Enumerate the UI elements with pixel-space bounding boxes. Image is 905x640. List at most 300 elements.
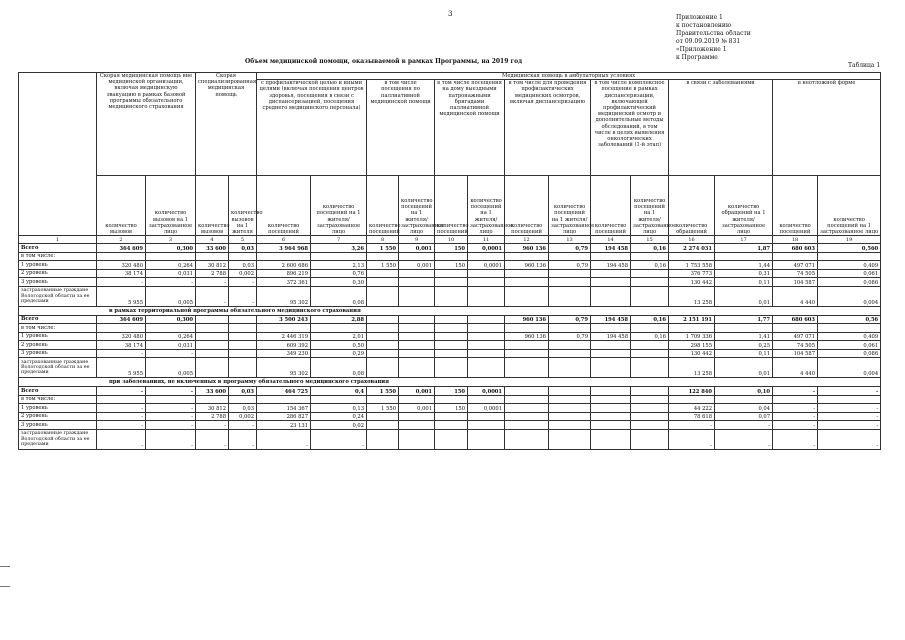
- data-cell: [505, 429, 549, 449]
- data-cell: 2,01: [311, 332, 367, 341]
- table-row: [19, 429, 881, 449]
- column-number: 15: [631, 236, 669, 244]
- data-cell: 960 136: [505, 332, 549, 341]
- data-cell: [549, 278, 591, 287]
- data-cell: 194 458: [591, 244, 631, 253]
- data-cell: [505, 252, 549, 261]
- data-cell: 95 302: [257, 286, 311, 306]
- data-cell: 497 071: [773, 332, 818, 341]
- data-cell: 38 174: [97, 341, 146, 350]
- subheader-cell: количество посещений: [773, 176, 818, 236]
- data-cell: 0,04: [715, 404, 773, 413]
- data-cell: -: [818, 387, 881, 396]
- appendix-line: к постановлению: [676, 22, 732, 29]
- data-cell: 2 151 191: [669, 315, 715, 324]
- data-cell: [435, 358, 468, 378]
- data-cell: 1,41: [715, 332, 773, 341]
- data-cell: 464 725: [257, 387, 311, 396]
- appendix-line: Приложение 1: [676, 14, 723, 21]
- table-row: [19, 278, 881, 287]
- data-cell: 0,409: [818, 332, 881, 341]
- data-cell: 2 274 031: [669, 244, 715, 253]
- data-cell: [468, 324, 505, 333]
- data-cell: -: [818, 412, 881, 421]
- table-row: [19, 324, 881, 333]
- data-cell: 2 788: [196, 269, 229, 278]
- data-cell: 960 136: [505, 261, 549, 270]
- data-cell: 1 550: [367, 261, 399, 270]
- data-cell: [631, 349, 669, 358]
- data-cell: [773, 395, 818, 404]
- data-cell: 4 440: [773, 286, 818, 306]
- data-cell: 0,10: [715, 387, 773, 396]
- data-cell: [367, 315, 399, 324]
- data-cell: [549, 286, 591, 306]
- header-ambulance: Скорая медицинская помощь вне медицинской организации, включая медицинскую эвакуацию в рамках базовой программы обязательного медицинского страхования: [97, 73, 196, 176]
- data-cell: -: [146, 421, 196, 430]
- data-cell: 0,001: [399, 404, 435, 413]
- data-cell: [435, 429, 468, 449]
- data-cell: [97, 324, 146, 333]
- table-row: [19, 261, 881, 270]
- data-cell: [229, 395, 257, 404]
- row-label: 1 уровень: [19, 261, 97, 270]
- data-cell: [311, 252, 367, 261]
- data-cell: [367, 395, 399, 404]
- data-cell: [435, 286, 468, 306]
- data-cell: 0,300: [146, 244, 196, 253]
- data-cell: [631, 324, 669, 333]
- data-cell: 13 258: [669, 286, 715, 306]
- column-number: 2: [97, 236, 146, 244]
- data-cell: 349 230: [257, 349, 311, 358]
- data-cell: [367, 349, 399, 358]
- subheader-cell: количество посещений на 1 жителя/застрахованное лицо: [468, 176, 505, 236]
- data-cell: [468, 278, 505, 287]
- data-cell: -: [229, 421, 257, 430]
- data-cell: [549, 349, 591, 358]
- data-cell: 0,300: [146, 315, 196, 324]
- data-cell: -: [818, 421, 881, 430]
- data-cell: [468, 421, 505, 430]
- data-cell: 122 840: [669, 387, 715, 396]
- data-cell: 2 600 686: [257, 261, 311, 270]
- data-cell: [591, 387, 631, 396]
- data-cell: [367, 429, 399, 449]
- data-cell: 0,24: [311, 412, 367, 421]
- data-cell: 0,03: [229, 404, 257, 413]
- data-cell: 320 480: [97, 332, 146, 341]
- data-cell: -: [196, 421, 229, 430]
- data-cell: 3 500 243: [257, 315, 311, 324]
- data-cell: 372 361: [257, 278, 311, 287]
- data-cell: [549, 421, 591, 430]
- row-label: застрахованные граждане Вологодской области за ее пределами: [19, 286, 97, 306]
- data-cell: [435, 421, 468, 430]
- section-title: при заболеваниях, не включенных в программу обязательного медицинского страхования: [19, 378, 881, 387]
- data-cell: [631, 412, 669, 421]
- data-cell: [468, 429, 505, 449]
- data-cell: 286 827: [257, 412, 311, 421]
- data-cell: [591, 358, 631, 378]
- data-cell: 194 458: [591, 261, 631, 270]
- subheader-cell: количество вызовов: [196, 176, 229, 236]
- data-cell: [399, 332, 435, 341]
- data-cell: [399, 269, 435, 278]
- appendix-block: [676, 14, 751, 62]
- subheader-cell: количество посещений на 1 застрахованное лицо: [818, 176, 881, 236]
- data-cell: [631, 278, 669, 287]
- data-cell: 0,11: [715, 349, 773, 358]
- section-title: в рамках территориальной программы обязательного медицинского страхования: [19, 306, 881, 315]
- corner-cell: [19, 73, 97, 236]
- data-cell: 33 600: [196, 244, 229, 253]
- data-cell: 0,76: [311, 269, 367, 278]
- data-cell: 0,264: [146, 261, 196, 270]
- data-cell: 130 442: [669, 278, 715, 287]
- subheader-cell: количество посещений: [591, 176, 631, 236]
- data-cell: [631, 358, 669, 378]
- data-cell: 0,061: [818, 341, 881, 350]
- data-cell: 74 505: [773, 269, 818, 278]
- data-cell: -: [669, 429, 715, 449]
- subheader-cell: количество посещений на 1 жителя/застрахованное лицо: [311, 176, 367, 236]
- data-cell: 364 609: [97, 315, 146, 324]
- data-cell: [549, 324, 591, 333]
- data-cell: [257, 395, 311, 404]
- column-number: 13: [549, 236, 591, 244]
- data-cell: -: [715, 429, 773, 449]
- data-cell: 0,0001: [468, 244, 505, 253]
- data-cell: [367, 332, 399, 341]
- data-cell: 376 773: [669, 269, 715, 278]
- table-row: [19, 332, 881, 341]
- data-cell: [196, 252, 229, 261]
- row-label: застрахованные граждане Вологодской области за ее пределами: [19, 358, 97, 378]
- data-cell: 104 587: [773, 349, 818, 358]
- header-prophylactic: с профилактической целью и иными целями (включая посещения центров здоровья, посещения в связи с диспансеризацией, посещения среднего медицинского персонала): [257, 80, 367, 176]
- data-cell: [399, 349, 435, 358]
- document-title: Объем медицинской помощи, оказываемой в рамках Программы, на 2019 год: [245, 58, 523, 65]
- data-cell: [549, 429, 591, 449]
- data-cell: 0,086: [818, 278, 881, 287]
- data-cell: 497 071: [773, 261, 818, 270]
- data-cell: 0,0001: [468, 261, 505, 270]
- data-cell: [631, 252, 669, 261]
- data-cell: 0,409: [818, 261, 881, 270]
- row-label: 3 уровень: [19, 349, 97, 358]
- data-cell: [229, 252, 257, 261]
- data-cell: [715, 324, 773, 333]
- data-cell: 150: [435, 244, 468, 253]
- data-cell: [196, 349, 229, 358]
- data-cell: 4 440: [773, 358, 818, 378]
- data-cell: [229, 341, 257, 350]
- data-cell: [367, 358, 399, 378]
- appendix-line: Правительства области: [676, 30, 751, 37]
- data-cell: 30 812: [196, 261, 229, 270]
- section-row: [19, 306, 881, 315]
- table-row: [19, 315, 881, 324]
- header-row: [19, 73, 881, 80]
- data-cell: -: [146, 278, 196, 287]
- data-cell: 1 550: [367, 404, 399, 413]
- data-cell: 0,001: [399, 261, 435, 270]
- data-cell: 150: [435, 404, 468, 413]
- data-cell: 0,061: [818, 269, 881, 278]
- row-label: застрахованные граждане Вологодской области за ее пределами: [19, 429, 97, 449]
- data-cell: [367, 421, 399, 430]
- data-cell: [311, 324, 367, 333]
- data-cell: -: [818, 429, 881, 449]
- data-cell: 0,086: [818, 349, 881, 358]
- data-cell: -: [229, 278, 257, 287]
- column-number: 18: [773, 236, 818, 244]
- table-row: [19, 244, 881, 253]
- data-cell: [631, 286, 669, 306]
- data-cell: [367, 252, 399, 261]
- data-cell: [549, 341, 591, 350]
- data-cell: [631, 269, 669, 278]
- data-cell: -: [146, 412, 196, 421]
- data-cell: 0,16: [631, 332, 669, 341]
- data-cell: 0,29: [311, 349, 367, 358]
- data-cell: -: [146, 349, 196, 358]
- data-cell: [435, 395, 468, 404]
- data-cell: -: [97, 278, 146, 287]
- data-cell: 0,031: [146, 341, 196, 350]
- margin-mark: [0, 586, 10, 587]
- data-cell: [468, 269, 505, 278]
- row-label: в том числе:: [19, 324, 97, 333]
- data-cell: 0,001: [399, 244, 435, 253]
- data-cell: 2 446 319: [257, 332, 311, 341]
- data-cell: 364 609: [97, 244, 146, 253]
- data-cell: [669, 252, 715, 261]
- data-cell: [311, 395, 367, 404]
- data-cell: 1 709 336: [669, 332, 715, 341]
- data-cell: [229, 315, 257, 324]
- data-cell: [399, 252, 435, 261]
- row-label: 1 уровень: [19, 404, 97, 413]
- header-special-ambulance: Скорая специализированная медицинская помощь: [196, 73, 257, 176]
- data-cell: 0,03: [229, 261, 257, 270]
- data-cell: -: [196, 278, 229, 287]
- data-cell: 0,03: [229, 387, 257, 396]
- data-cell: 0,31: [715, 269, 773, 278]
- data-cell: [196, 395, 229, 404]
- table-row: [19, 421, 881, 430]
- data-cell: [468, 252, 505, 261]
- data-cell: 0,0001: [468, 404, 505, 413]
- data-cell: 1 550: [367, 244, 399, 253]
- data-cell: 194 458: [591, 332, 631, 341]
- data-cell: [468, 315, 505, 324]
- header-outpatient: Медицинская помощь в амбулаторных условиях: [257, 73, 881, 80]
- header-subrow: [19, 176, 881, 236]
- subheader-cell: количество посещений: [505, 176, 549, 236]
- data-cell: [631, 387, 669, 396]
- data-cell: 0,08: [311, 286, 367, 306]
- appendix-line: «Приложение 1: [676, 46, 727, 53]
- table-row: [19, 358, 881, 378]
- data-cell: 896 219: [257, 269, 311, 278]
- data-cell: [773, 324, 818, 333]
- data-cell: [468, 412, 505, 421]
- data-cell: -: [311, 429, 367, 449]
- data-cell: [669, 395, 715, 404]
- data-cell: [399, 286, 435, 306]
- data-cell: -: [97, 412, 146, 421]
- data-cell: [196, 341, 229, 350]
- row-label: 2 уровень: [19, 341, 97, 350]
- row-label: Всего: [19, 387, 97, 396]
- data-cell: [196, 324, 229, 333]
- column-number: 3: [146, 236, 196, 244]
- subheader-cell: количество вызовов на 1 застрахованное лицо: [146, 176, 196, 236]
- data-cell: [399, 341, 435, 350]
- data-cell: [196, 332, 229, 341]
- data-cell: 38 174: [97, 269, 146, 278]
- column-number: 12: [505, 236, 549, 244]
- data-cell: [399, 358, 435, 378]
- data-cell: [591, 429, 631, 449]
- column-number: 4: [196, 236, 229, 244]
- data-cell: 23 131: [257, 421, 311, 430]
- data-cell: [257, 324, 311, 333]
- data-cell: 0,004: [818, 286, 881, 306]
- data-cell: [468, 395, 505, 404]
- data-cell: 0,79: [549, 332, 591, 341]
- data-cell: -: [773, 429, 818, 449]
- data-cell: 0,031: [146, 269, 196, 278]
- data-cell: [818, 252, 881, 261]
- data-cell: [505, 404, 549, 413]
- data-cell: -: [229, 286, 257, 306]
- header-diseases: в связи с заболеваниями: [669, 80, 773, 176]
- data-cell: 154 367: [257, 404, 311, 413]
- data-cell: 0,13: [311, 404, 367, 413]
- row-label: Всего: [19, 315, 97, 324]
- data-cell: [505, 412, 549, 421]
- column-number-row: [19, 236, 881, 244]
- data-cell: [435, 278, 468, 287]
- data-cell: [549, 358, 591, 378]
- data-cell: [468, 358, 505, 378]
- data-cell: 0,002: [229, 412, 257, 421]
- data-cell: [257, 252, 311, 261]
- column-number: 19: [818, 236, 881, 244]
- subheader-cell: количество посещений на 1 жителя/застрахованное лицо: [549, 176, 591, 236]
- volume-table: [18, 72, 881, 450]
- data-cell: [399, 421, 435, 430]
- data-cell: [591, 278, 631, 287]
- subheader-cell: количество вызовов на 1 жителя: [229, 176, 257, 236]
- data-cell: [435, 332, 468, 341]
- table-row: [19, 412, 881, 421]
- data-cell: [505, 349, 549, 358]
- data-cell: [435, 315, 468, 324]
- data-cell: -: [773, 412, 818, 421]
- data-cell: [549, 404, 591, 413]
- data-cell: [435, 269, 468, 278]
- row-label: в том числе:: [19, 252, 97, 261]
- column-number: 11: [468, 236, 505, 244]
- data-cell: [505, 421, 549, 430]
- data-cell: -: [773, 404, 818, 413]
- data-cell: 0,79: [549, 244, 591, 253]
- data-cell: 0,30: [311, 278, 367, 287]
- data-cell: [505, 387, 549, 396]
- header-home-visits: в том числе посещения на дому выездными патронажными бригадами паллиативной медицинской помощи: [435, 80, 505, 176]
- data-cell: [399, 324, 435, 333]
- data-cell: [631, 341, 669, 350]
- header-urgent: в неотложной форме: [773, 80, 881, 176]
- subheader-cell: количество посещений на 1 жителя/застрахованное лицо: [631, 176, 669, 236]
- data-cell: [549, 252, 591, 261]
- data-cell: 0,002: [229, 269, 257, 278]
- table-row: [19, 269, 881, 278]
- data-cell: 0,0001: [468, 387, 505, 396]
- data-cell: [505, 395, 549, 404]
- data-cell: [367, 324, 399, 333]
- data-cell: [591, 404, 631, 413]
- data-cell: -: [196, 286, 229, 306]
- data-cell: 0,01: [715, 358, 773, 378]
- data-cell: [468, 349, 505, 358]
- data-cell: 680 603: [773, 244, 818, 253]
- data-cell: [549, 269, 591, 278]
- data-cell: 2,13: [311, 261, 367, 270]
- data-cell: 2 788: [196, 412, 229, 421]
- header-dispensary: в том числе комплексное посещение в рамках диспансеризации, включающей профилактический медицинский осмотр и дополнительные методы обследований, в том числе в целях выявления онкологических заболеваний (1-й этап): [591, 80, 669, 176]
- appendix-line: к Программе: [676, 54, 718, 61]
- row-label: 2 уровень: [19, 269, 97, 278]
- data-cell: 0,08: [311, 358, 367, 378]
- data-cell: [468, 286, 505, 306]
- row-label: в том числе:: [19, 395, 97, 404]
- data-cell: 0,03: [229, 244, 257, 253]
- data-cell: 0,56: [818, 315, 881, 324]
- data-cell: 150: [435, 261, 468, 270]
- data-cell: 13 258: [669, 358, 715, 378]
- data-cell: 5 955: [97, 286, 146, 306]
- data-cell: [468, 332, 505, 341]
- data-cell: 30 812: [196, 404, 229, 413]
- data-cell: -: [773, 387, 818, 396]
- header-palliative: в том числе посещения по паллиативной медицинской помощи: [367, 80, 435, 176]
- data-cell: 0,16: [631, 315, 669, 324]
- data-cell: [97, 252, 146, 261]
- data-cell: 0,79: [549, 315, 591, 324]
- data-cell: [399, 278, 435, 287]
- data-cell: 0,02: [311, 421, 367, 430]
- data-cell: -: [97, 421, 146, 430]
- column-number: 14: [591, 236, 631, 244]
- data-cell: [505, 324, 549, 333]
- data-cell: 960 136: [505, 315, 549, 324]
- table-row: [19, 341, 881, 350]
- subheader-cell: количество посещений: [367, 176, 399, 236]
- data-cell: 150: [435, 387, 468, 396]
- data-cell: -: [715, 421, 773, 430]
- data-cell: 74 505: [773, 341, 818, 350]
- subheader-cell: количество обращений на 1 жителя/застрахованное лицо: [715, 176, 773, 236]
- data-cell: [435, 349, 468, 358]
- data-cell: 2,88: [311, 315, 367, 324]
- row-label: 3 уровень: [19, 278, 97, 287]
- data-cell: [549, 387, 591, 396]
